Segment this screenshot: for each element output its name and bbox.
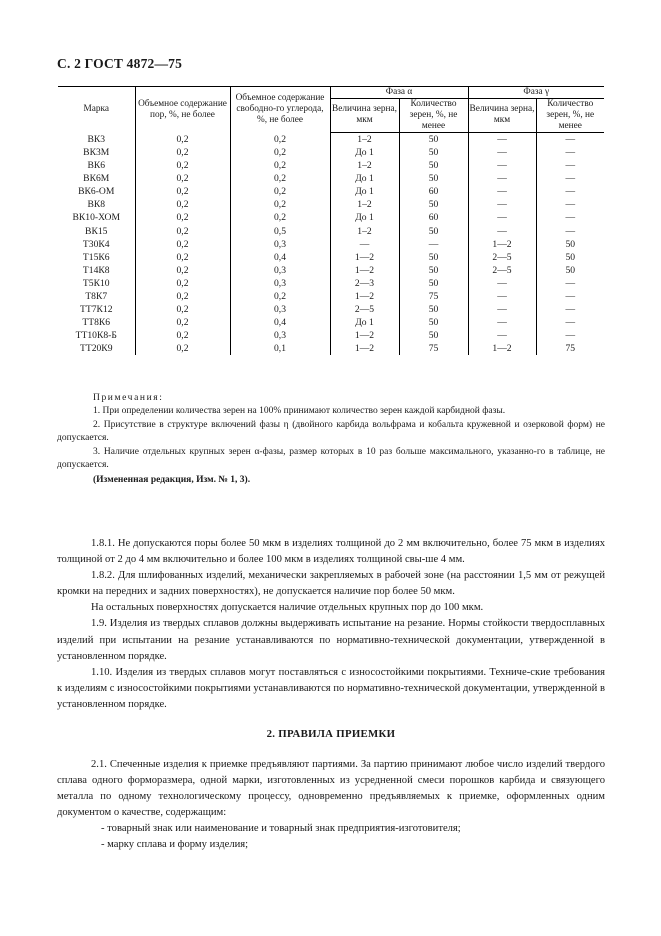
table-row — [58, 342, 604, 355]
cell-mark: ВК6М — [83, 173, 110, 185]
cell-gamma-grain-qty: 50 — [536, 264, 604, 277]
clause-1-10: 1.10. Изделия из твердых сплавов могут поставляться с износостойкими покрытиями. Техниче-ские требования к изделиям с износостойкими покрытиями устанавливаются по нормативно-технической документации, утвержденной в установленном порядке. — [57, 666, 605, 710]
note-item-1: 1. При определении количества зерен на 100% принимают количество зерен каждой карбидной фазы. — [93, 406, 506, 417]
cell-alpha-grain-qty: 50 — [399, 132, 468, 146]
clause-1-9: 1.9. Изделия из твердых сплавов должны выдерживать испытание на резание. Нормы стойкости твердосплавных изделий при испытании на резание устанавливаются по нормативно-технической документации, утвержденной в установленном порядке. — [57, 618, 605, 662]
cell-alpha-grain-size: 1—2 — [330, 251, 399, 264]
cell-free-carbon: 0,4 — [230, 316, 330, 329]
cell-mark: ТТ10К8-Б — [75, 330, 117, 342]
cell-alpha-grain-qty: 75 — [399, 342, 468, 355]
table-row — [58, 251, 604, 264]
cell-gamma-grain-size: — — [468, 290, 536, 303]
cell-gamma-grain-qty: — — [536, 211, 604, 224]
note-item-3: 3. Наличие отдельных крупных зерен α-фазы, размер которых в 10 раз больше максимального, указанно-го в таблице, не допускается. — [57, 446, 605, 471]
cell-alpha-grain-qty: 50 — [399, 198, 468, 211]
clause-2-1-bullet-1: - товарный знак или наименование и товарный знак предприятия-изготовителя; — [101, 823, 461, 835]
cell-pore-volume: 0,2 — [135, 172, 230, 185]
cell-alpha-grain-size: 1—2 — [330, 342, 399, 355]
cell-free-carbon: 0,2 — [230, 198, 330, 211]
edition-note: (Измененная редакция, Изм. № 1, 3). — [93, 474, 251, 485]
cell-alpha-grain-qty: 50 — [399, 146, 468, 159]
cell-alpha-grain-size: 1–2 — [330, 132, 399, 146]
note-item-2: 2. Присутствие в структуре включений фазы η (двойного карбида вольфрама и кобальта кружевной и озерковой форм) не допускается. — [57, 419, 605, 444]
cell-alpha-grain-qty: 60 — [399, 211, 468, 224]
col-header-mark: Марка — [58, 87, 135, 133]
cell-alpha-grain-size: 2—3 — [330, 277, 399, 290]
cell-gamma-grain-size: — — [468, 225, 536, 238]
cell-gamma-grain-qty: — — [536, 329, 604, 342]
cell-free-carbon: 0,1 — [230, 342, 330, 355]
cell-gamma-grain-qty: — — [536, 159, 604, 172]
cell-alpha-grain-size: 1–2 — [330, 225, 399, 238]
section-2-block — [57, 757, 605, 854]
clause-1-8-2-continued: На остальных поверхностях допускается наличие отдельных крупных пор до 100 мкм. — [91, 602, 484, 614]
cell-gamma-grain-qty: 75 — [536, 342, 604, 355]
cell-gamma-grain-qty: — — [536, 132, 604, 146]
cell-alpha-grain-qty: 50 — [399, 329, 468, 342]
cell-alpha-grain-qty: 50 — [399, 316, 468, 329]
cell-free-carbon: 0,5 — [230, 225, 330, 238]
cell-gamma-grain-size: — — [468, 132, 536, 146]
cell-gamma-grain-size: — — [468, 316, 536, 329]
cell-free-carbon: 0,2 — [230, 159, 330, 172]
cell-pore-volume: 0,2 — [135, 316, 230, 329]
cell-gamma-grain-size: — — [468, 329, 536, 342]
clause-2-1: 2.1. Спеченные изделия к приемке предъявляют партиями. За партию принимают любое число изделий твердого сплава одного форморазмера, одной марки, изготовленных из усредненной смеси порошков карбида и связующего металла по одному технологическому процессу, одновременно предъявляемых к приемке, оформленных одним документом о качестве, содержащим: — [57, 759, 605, 819]
cell-alpha-grain-size: 1—2 — [330, 329, 399, 342]
clause-1-8-2: 1.8.2. Для шлифованных изделий, механически закрепляемых в рабочей зоне (на расстоянии 1,5 мм от режущей кромки на передних и задних поверхностях), не допускается наличие пор более 50 мкм. — [57, 570, 605, 598]
cell-alpha-grain-size: До 1 — [330, 316, 399, 329]
cell-mark: ВК6 — [87, 160, 106, 172]
cell-mark: ВК6-ОМ — [78, 186, 115, 198]
cell-mark: ВК15 — [85, 225, 108, 237]
section-heading-acceptance-rules: 2. ПРАВИЛА ПРИЕМКИ — [266, 728, 396, 740]
cell-alpha-grain-qty: 50 — [399, 264, 468, 277]
cell-free-carbon: 0,4 — [230, 251, 330, 264]
cell-mark: ТТ8К6 — [82, 317, 111, 329]
cell-gamma-grain-qty: — — [536, 277, 604, 290]
cell-pore-volume: 0,2 — [135, 198, 230, 211]
clause-1-8-1: 1.8.1. Не допускаются поры более 50 мкм в изделиях толщиной до 2 мм включительно, более 75 мкм в изделиях толщиной от 2 до 4 мм включительно и более 100 мкм в изделиях толщиной свы-ше 4 мм. — [57, 538, 605, 566]
cell-free-carbon: 0,3 — [230, 277, 330, 290]
cell-pore-volume: 0,2 — [135, 146, 230, 159]
running-head: С. 2 ГОСТ 4872—75 — [57, 56, 183, 71]
cell-pore-volume: 0,2 — [135, 277, 230, 290]
specification-table-container — [58, 86, 604, 355]
cell-alpha-grain-size: 1—2 — [330, 264, 399, 277]
cell-alpha-grain-qty: 75 — [399, 290, 468, 303]
cell-pore-volume: 0,2 — [135, 329, 230, 342]
cell-gamma-grain-qty: — — [536, 225, 604, 238]
cell-free-carbon: 0,2 — [230, 146, 330, 159]
cell-alpha-grain-qty: 50 — [399, 225, 468, 238]
cell-alpha-grain-size: До 1 — [330, 172, 399, 185]
notes-title: Примечания: — [93, 393, 164, 403]
table-row — [58, 211, 604, 224]
table-row — [58, 225, 604, 238]
col-header-pore-volume: Объемное содержание пор, %, не более — [135, 87, 230, 133]
cell-alpha-grain-qty: 60 — [399, 185, 468, 198]
cell-mark: Т8К7 — [85, 291, 108, 302]
cell-gamma-grain-qty: 50 — [536, 238, 604, 251]
cell-alpha-grain-size: 2—5 — [330, 303, 399, 316]
col-group-phase-gamma: Фаза γ — [468, 87, 604, 99]
cell-gamma-grain-size: — — [468, 211, 536, 224]
cell-alpha-grain-qty: 50 — [399, 251, 468, 264]
table-row — [58, 146, 604, 159]
cell-gamma-grain-qty: — — [536, 146, 604, 159]
cell-gamma-grain-size: — — [468, 146, 536, 159]
cell-pore-volume: 0,2 — [135, 159, 230, 172]
cell-alpha-grain-size: 1–2 — [330, 159, 399, 172]
cell-free-carbon: 0,2 — [230, 172, 330, 185]
cell-mark: Т15К6 — [82, 251, 110, 263]
table-group-row — [58, 87, 604, 99]
cell-mark: Т30К4 — [82, 238, 110, 250]
table-body — [58, 132, 604, 355]
cell-gamma-grain-size: — — [468, 185, 536, 198]
col-header-alpha-grain-qty: Количество зерен, %, не менее — [399, 98, 468, 132]
table-row — [58, 198, 604, 211]
cell-pore-volume: 0,2 — [135, 132, 230, 146]
cell-free-carbon: 0,3 — [230, 329, 330, 342]
specification-table — [58, 86, 604, 355]
cell-alpha-grain-size: 1–2 — [330, 198, 399, 211]
cell-pore-volume: 0,2 — [135, 290, 230, 303]
table-row — [58, 172, 604, 185]
table-head — [58, 87, 604, 133]
col-header-gamma-grain-qty: Количество зерен, %, не менее — [536, 98, 604, 132]
cell-gamma-grain-size: 2—5 — [468, 264, 536, 277]
cell-pore-volume: 0,2 — [135, 251, 230, 264]
cell-free-carbon: 0,2 — [230, 211, 330, 224]
cell-mark: ТТ7К12 — [79, 304, 113, 316]
col-group-phase-alpha: Фаза α — [330, 87, 468, 99]
cell-gamma-grain-size: — — [468, 172, 536, 185]
cell-gamma-grain-size: — — [468, 159, 536, 172]
table-row — [58, 132, 604, 146]
cell-alpha-grain-size: 1—2 — [330, 290, 399, 303]
cell-gamma-grain-size: — — [468, 277, 536, 290]
clause-2-1-bullet-2: - марку сплава и форму изделия; — [101, 839, 249, 851]
cell-mark: ВК3 — [87, 133, 106, 145]
cell-mark: ВК10-ХОМ — [72, 212, 120, 224]
cell-gamma-grain-size: 2—5 — [468, 251, 536, 264]
cell-pore-volume: 0,2 — [135, 303, 230, 316]
cell-free-carbon: 0,2 — [230, 185, 330, 198]
table-row — [58, 185, 604, 198]
cell-gamma-grain-qty: — — [536, 290, 604, 303]
cell-free-carbon: 0,3 — [230, 264, 330, 277]
cell-gamma-grain-size: — — [468, 198, 536, 211]
cell-gamma-grain-qty: — — [536, 172, 604, 185]
cell-free-carbon: 0,2 — [230, 132, 330, 146]
col-header-gamma-grain-size: Величина зерна, мкм — [468, 98, 536, 132]
cell-alpha-grain-size: До 1 — [330, 211, 399, 224]
cell-gamma-grain-qty: — — [536, 316, 604, 329]
cell-alpha-grain-qty: — — [399, 238, 468, 251]
cell-free-carbon: 0,3 — [230, 303, 330, 316]
cell-mark: ВК3М — [83, 146, 110, 158]
cell-free-carbon: 0,2 — [230, 290, 330, 303]
table-row — [58, 316, 604, 329]
table-row — [58, 329, 604, 342]
cell-alpha-grain-qty: 50 — [399, 277, 468, 290]
cell-pore-volume: 0,2 — [135, 185, 230, 198]
cell-alpha-grain-qty: 50 — [399, 159, 468, 172]
notes-block — [57, 392, 605, 487]
cell-gamma-grain-qty: 50 — [536, 251, 604, 264]
cell-mark: ТТ20К9 — [79, 343, 113, 355]
table-row — [58, 264, 604, 277]
cell-pore-volume: 0,2 — [135, 342, 230, 355]
cell-free-carbon: 0,3 — [230, 238, 330, 251]
cell-alpha-grain-qty: 50 — [399, 172, 468, 185]
cell-pore-volume: 0,2 — [135, 211, 230, 224]
cell-gamma-grain-size: 1—2 — [468, 342, 536, 355]
cell-pore-volume: 0,2 — [135, 238, 230, 251]
cell-gamma-grain-qty: — — [536, 198, 604, 211]
cell-alpha-grain-size: — — [330, 238, 399, 251]
cell-pore-volume: 0,2 — [135, 264, 230, 277]
table-row — [58, 277, 604, 290]
cell-mark: ВК8 — [87, 199, 106, 211]
col-header-free-carbon: Объемное содержание свободно-го углерода, %, не более — [230, 87, 330, 133]
table-row — [58, 303, 604, 316]
col-header-alpha-grain-size: Величина зерна, мкм — [330, 98, 399, 132]
table-row — [58, 159, 604, 172]
clauses-block — [57, 536, 605, 713]
table-row — [58, 290, 604, 303]
cell-alpha-grain-size: До 1 — [330, 146, 399, 159]
cell-gamma-grain-qty: — — [536, 303, 604, 316]
cell-gamma-grain-size: — — [468, 303, 536, 316]
cell-gamma-grain-size: 1—2 — [468, 238, 536, 251]
cell-alpha-grain-qty: 50 — [399, 303, 468, 316]
cell-gamma-grain-qty: — — [536, 185, 604, 198]
table-row — [58, 238, 604, 251]
cell-mark: Т14К8 — [82, 264, 110, 276]
cell-alpha-grain-size: До 1 — [330, 185, 399, 198]
cell-pore-volume: 0,2 — [135, 225, 230, 238]
cell-mark: Т5К10 — [82, 277, 110, 289]
